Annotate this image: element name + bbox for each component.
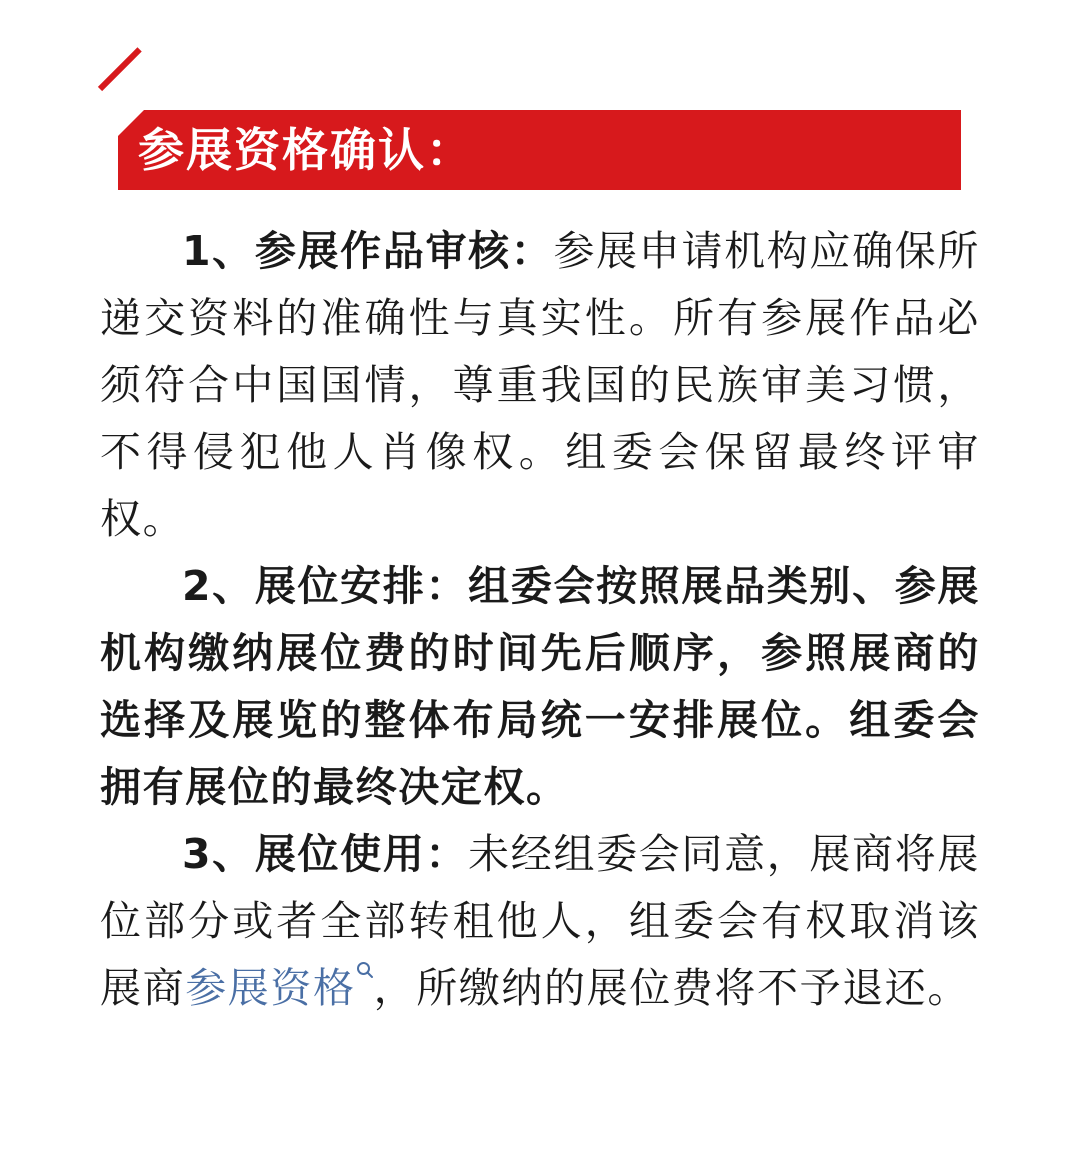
paragraph-text: ，所缴纳的展位费将不予退还。 xyxy=(373,964,971,1012)
paragraph-text: 未经组委会同意，展商将展位部分或者全部转租他人，组委会有权取消该展商 xyxy=(100,830,980,1012)
paragraph-booth-usage xyxy=(100,821,980,1022)
section-title: 参展资格确认： xyxy=(138,123,474,177)
header-accent-slash xyxy=(98,47,142,91)
paragraph-text: 组委会按照展品类别、参展机构缴纳展位费的时间先后顺序，参照展商的选择及展览的整体布局统一安排展位。组委会拥有展位的最终决定权。 xyxy=(100,562,980,811)
paragraph-text: 参展申请机构应确保所递交资料的准确性与真实性。所有参展作品必须符合中国国情，尊重我国的民族审美习惯，不得侵犯他人肖像权。组委会保留最终评审权。 xyxy=(100,227,980,543)
paragraph-heading: 3、展位使用： xyxy=(182,830,469,878)
search-icon[interactable] xyxy=(356,961,374,983)
article-body xyxy=(100,218,980,1022)
paragraph-heading: 1、参展作品审核： xyxy=(182,227,554,275)
search-link[interactable]: 参展资格 xyxy=(185,964,356,1012)
paragraph-heading: 2、展位安排： xyxy=(182,562,469,610)
paragraph-booth-arrangement xyxy=(100,553,980,821)
paragraph-review xyxy=(100,218,980,553)
